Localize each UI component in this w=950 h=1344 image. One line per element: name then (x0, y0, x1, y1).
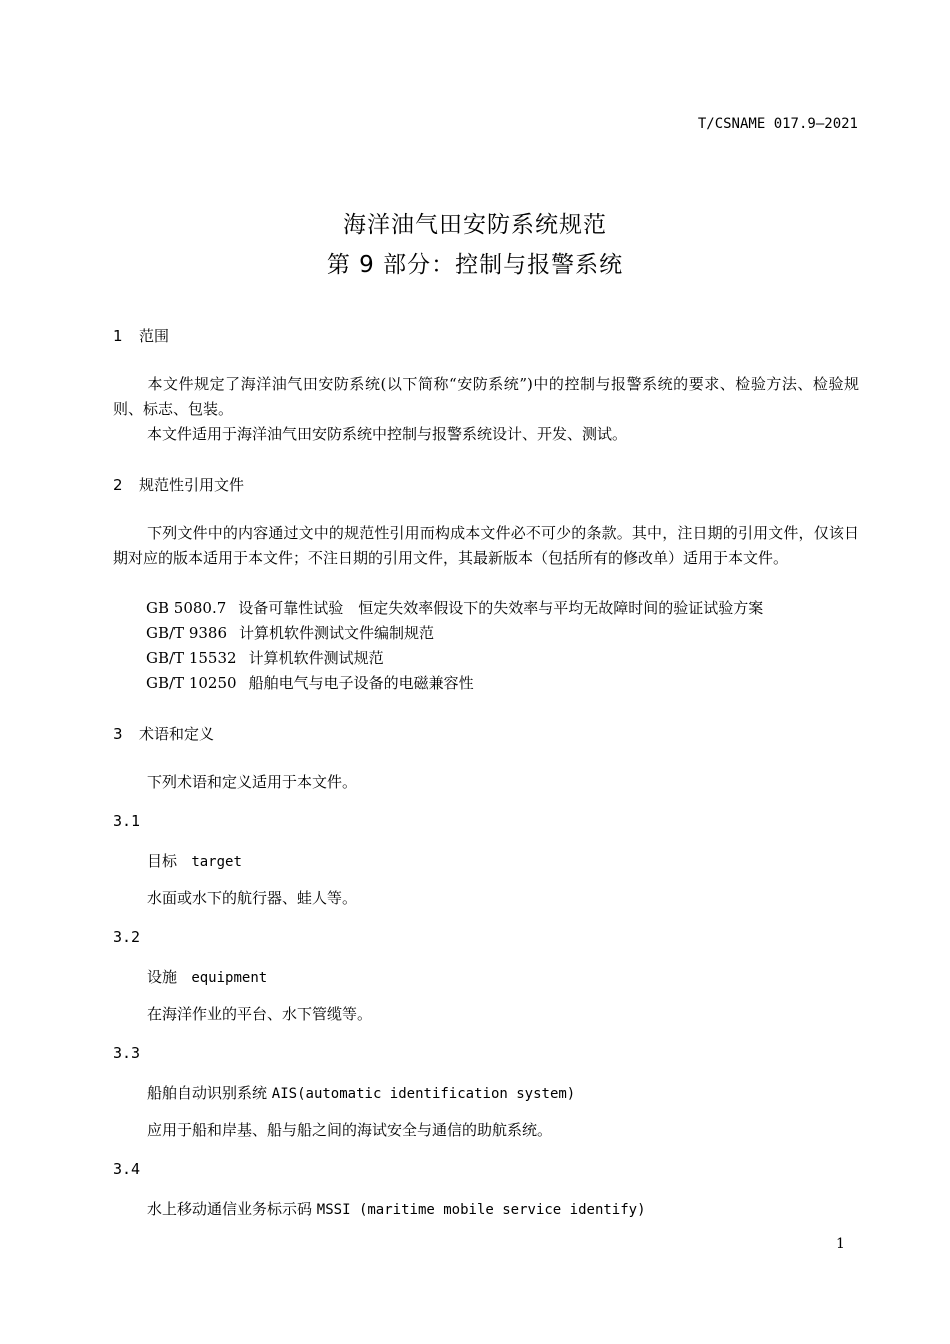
term-entry (147, 1082, 575, 1103)
section-2-paragraph-1 (113, 521, 859, 571)
term-chinese: 目标 (147, 852, 178, 870)
reference-name: 船舶电气与电子设备的电磁兼容性 (248, 674, 474, 692)
reference-code: GB/T 10250 (146, 674, 237, 692)
section-1-paragraph-1 (113, 372, 859, 422)
reference-item (146, 647, 384, 668)
term-english: MSSI (maritime mobile service identify) (316, 1202, 646, 1218)
term-chinese: 水上移动通信业务标示码 (147, 1200, 313, 1218)
term-english: AIS(automatic identification system) (271, 1086, 576, 1102)
term-definition: 应用于船和岸基、船与船之间的海试安全与通信的助航系统。 (147, 1121, 553, 1139)
section-number: 2 (113, 476, 123, 494)
term-definition: 水面或水下的航行器、蛙人等。 (147, 889, 358, 907)
term-number: 3.3 (113, 1044, 141, 1062)
term-english: target (191, 854, 242, 870)
section-3-intro: 下列术语和定义适用于本文件。 (147, 773, 358, 791)
standard-code: T/CSNAME 017.9—2021 (697, 116, 858, 132)
paragraph-text: 下列文件中的内容通过文中的规范性引用而构成本文件必不可少的条款。其中，注日期的引用文件，仅该日期对应的版本适用于本文件；不注日期的引用文件，其最新版本（包括所有的修改单）适用于本文件。 (113, 524, 859, 567)
term-entry (147, 1198, 646, 1219)
section-1-paragraph-2 (113, 422, 859, 447)
paragraph-text: 本文件规定了海洋油气田安防系统(以下简称“安防系统”)中的控制与报警系统的要求、检验方法、检验规则、标志、包装。 (113, 375, 859, 418)
paragraph-text: 本文件适用于海洋油气田安防系统中控制与报警系统设计、开发、测试。 (147, 425, 628, 443)
term-number: 3.2 (113, 928, 141, 946)
section-title: 规范性引用文件 (139, 476, 245, 494)
section-title: 范围 (139, 327, 170, 345)
reference-code: GB/T 15532 (146, 649, 237, 667)
section-1-heading (113, 325, 169, 346)
reference-name: 计算机软件测试文件编制规范 (239, 624, 435, 642)
term-english: equipment (191, 970, 268, 986)
term-definition: 在海洋作业的平台、水下管缆等。 (147, 1005, 373, 1023)
reference-name: 计算机软件测试规范 (248, 649, 384, 667)
section-2-heading (113, 474, 244, 495)
reference-name: 设备可靠性试验 恒定失效率假设下的失效率与平均无故障时间的验证试验方案 (238, 599, 764, 617)
document-title-line1: 海洋油气田安防系统规范 (343, 212, 607, 238)
term-number: 3.1 (113, 812, 141, 830)
reference-item (146, 597, 763, 618)
document-title-line2: 第 9 部分：控制与报警系统 (326, 252, 624, 278)
term-number: 3.4 (113, 1160, 141, 1178)
reference-code: GB 5080.7 (146, 599, 227, 617)
term-entry (147, 966, 267, 987)
section-3-heading (113, 723, 214, 744)
term-chinese: 船舶自动识别系统 (147, 1084, 268, 1102)
section-number: 1 (113, 327, 123, 345)
term-entry (147, 850, 242, 871)
reference-item (146, 672, 474, 693)
section-number: 3 (113, 725, 123, 743)
reference-code: GB/T 9386 (146, 624, 228, 642)
section-title: 术语和定义 (139, 725, 215, 743)
page-number: 1 (836, 1236, 845, 1252)
reference-item (146, 622, 434, 643)
term-chinese: 设施 (147, 968, 178, 986)
